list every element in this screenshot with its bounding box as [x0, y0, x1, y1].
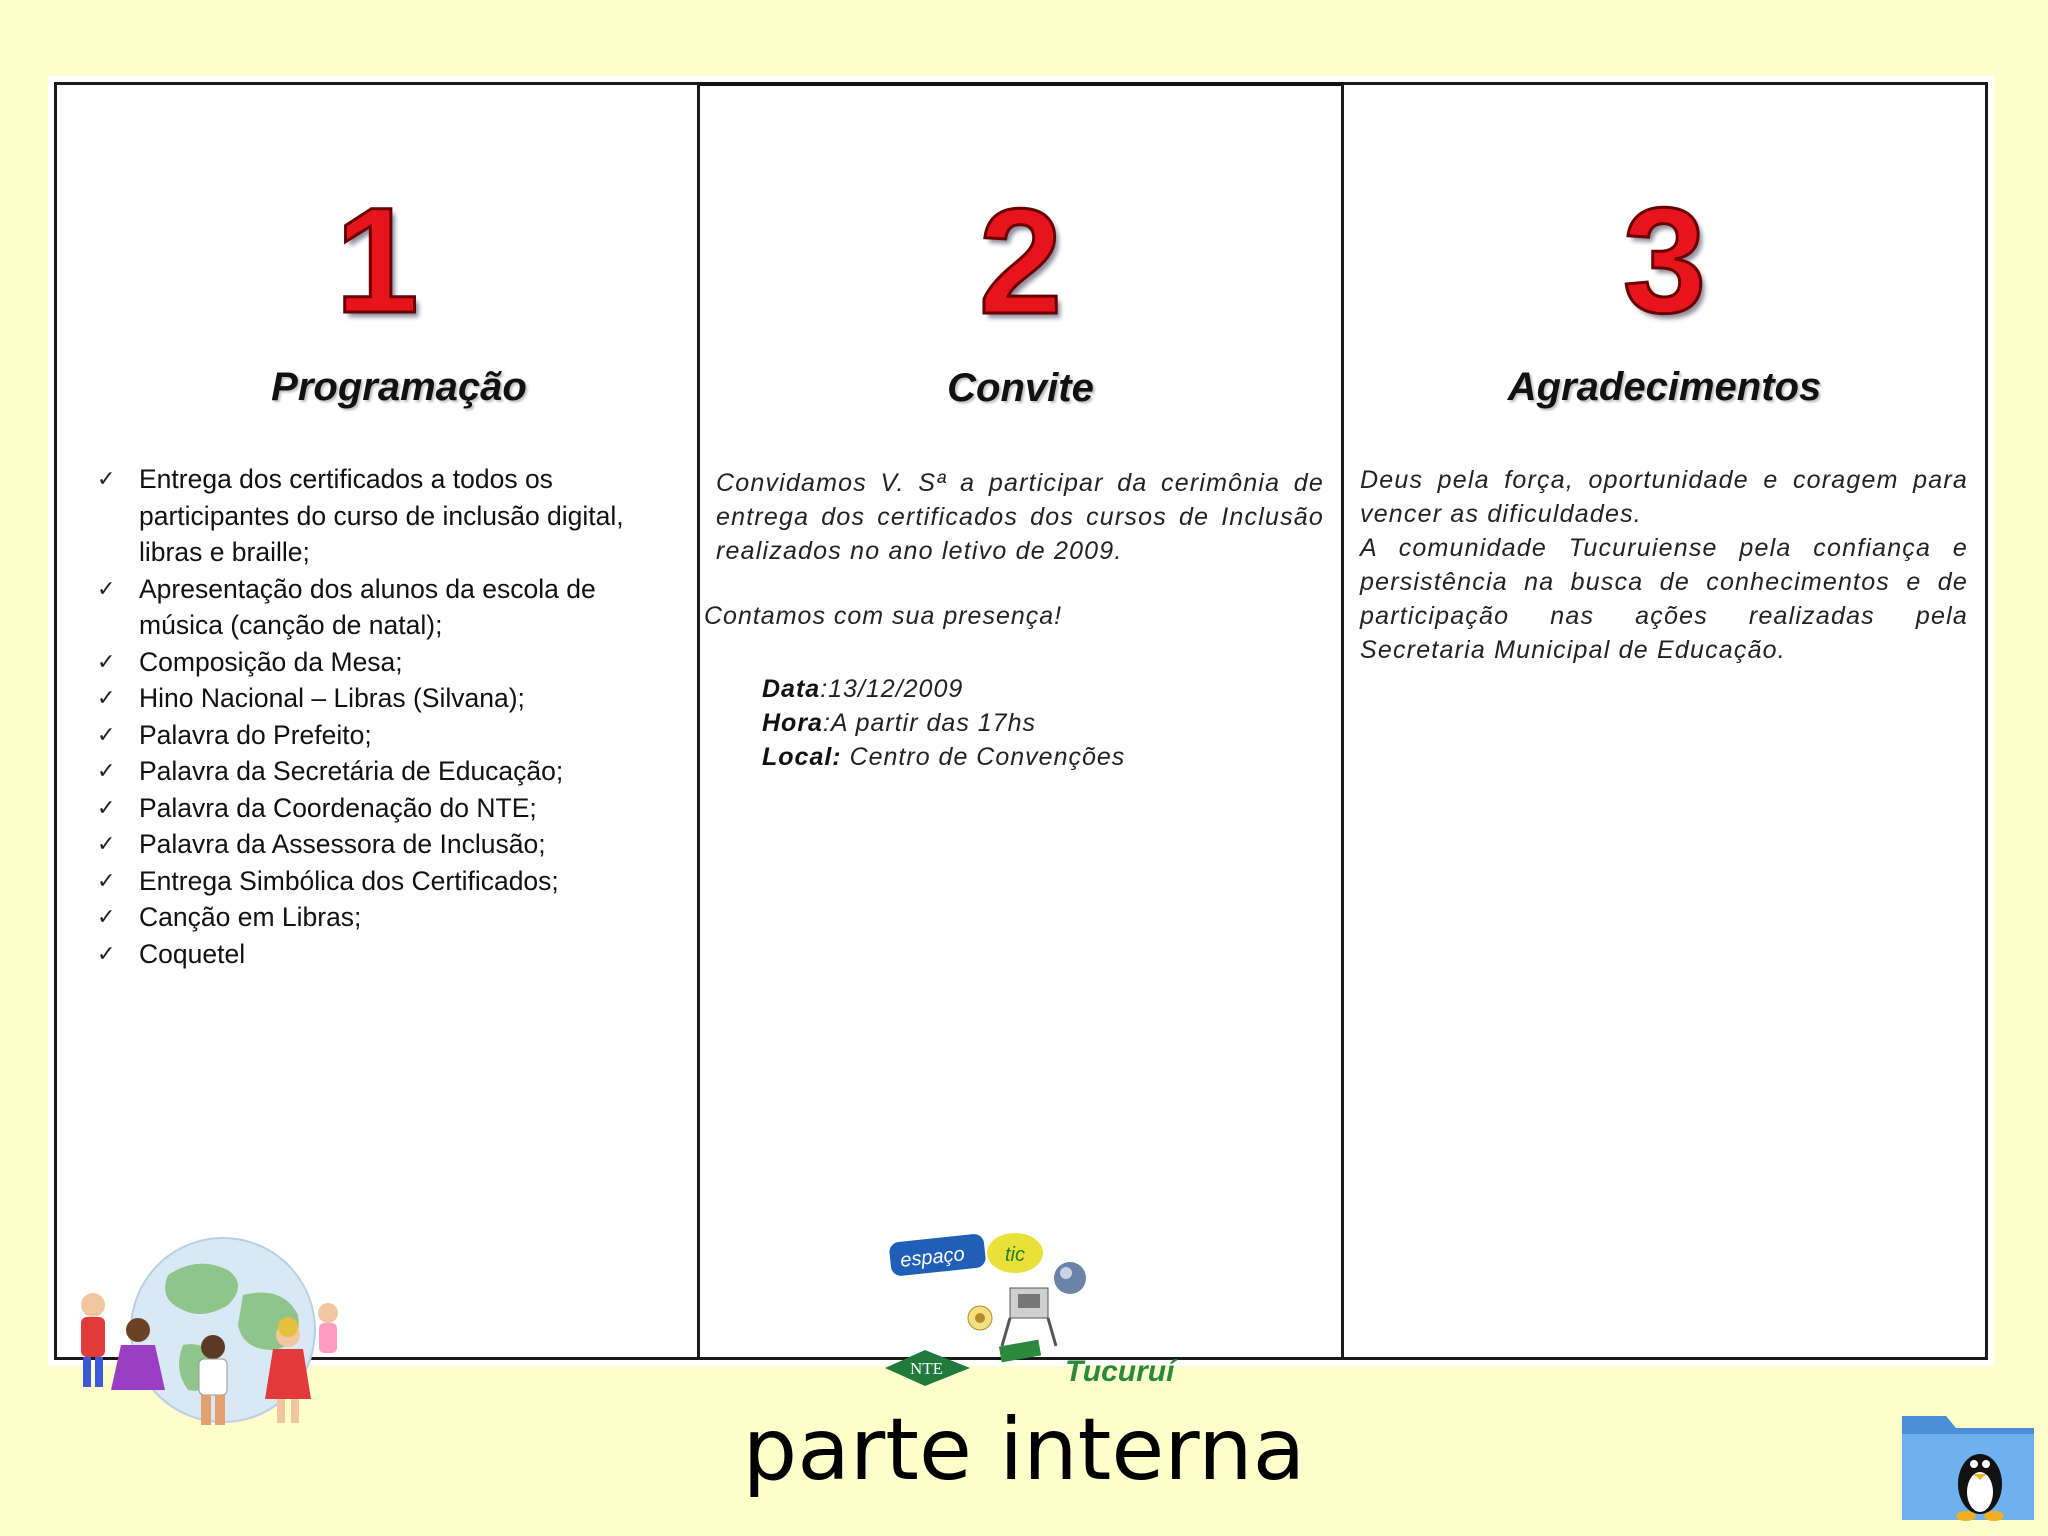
heading-agradecimentos: Agradecimentos [1507, 365, 1822, 409]
panel-number-2: 2 [978, 177, 1063, 345]
list-item [97, 863, 677, 900]
date-line [762, 672, 1125, 706]
list-item [97, 753, 677, 790]
list-item-text: Entrega Simbólica dos Certificados; [139, 865, 559, 896]
checkmark-icon: ✓ [97, 685, 116, 710]
place-label: Local: [762, 743, 842, 771]
list-item [97, 461, 677, 571]
checkmark-icon: ✓ [97, 648, 116, 674]
checkmark-icon: ✓ [97, 721, 116, 747]
list-item-text: Palavra da Coordenação do NTE; [139, 792, 537, 823]
logo-nte-text: NTE [910, 1359, 944, 1378]
closing-text: Contamos com sua presença! [704, 602, 1063, 630]
heading-programacao: Programação [271, 365, 527, 409]
list-item-text: Entrega dos certificados a todos os participantes do curso de inclusão digital, libras e braille; [139, 464, 624, 567]
date-label: Data [762, 675, 821, 703]
heading-convite: Convite [947, 366, 1094, 410]
list-item-text: Palavra do Prefeito; [139, 719, 372, 750]
thanks-paragraph-2: A comunidade Tucuruiense pela confiança e persistência na busca de conhecimentos e de participação nas ações realizadas pela Secretaria Municipal de Educação. [1360, 534, 1968, 664]
time-line [762, 706, 1125, 740]
checkmark-icon: ✓ [97, 831, 116, 856]
checkmark-icon: ✓ [97, 904, 116, 929]
slide-caption: parte interna [742, 1400, 1306, 1500]
checkmark-icon: ✓ [97, 867, 116, 893]
place-line [762, 740, 1125, 774]
logo-espaco-text: espaço [899, 1243, 966, 1272]
panel-agradecimentos [1344, 82, 1988, 1360]
list-item [97, 936, 677, 973]
checkmark-icon: ✓ [97, 794, 116, 820]
place-value: Centro de Convenções [841, 743, 1126, 771]
logo-city-text: Tucuruí [1065, 1355, 1175, 1388]
list-item [97, 680, 677, 717]
date-value: :13/12/2009 [820, 675, 964, 703]
panel-number-1: 1 [335, 176, 419, 344]
panel-number-3: 3 [1622, 176, 1707, 344]
checkmark-icon: ✓ [97, 466, 116, 491]
list-item-text: Canção em Libras; [139, 902, 362, 932]
linux-folder-icon[interactable] [1896, 1388, 2042, 1528]
invitation-text: Convidamos V. Sª a participar da cerimônia de entrega dos certificados dos cursos de Inclusão realizados no ano letivo de 2009. [716, 469, 1324, 565]
nte-tucurui-logo [880, 1218, 1200, 1408]
list-item-text: Palavra da Assessora de Inclusão; [139, 829, 546, 859]
checkmark-icon: ✓ [97, 758, 116, 783]
panel-convite [700, 82, 1344, 1388]
brochure-sheet [48, 76, 1994, 1388]
list-item-text: Composição da Mesa; [139, 646, 403, 677]
checkmark-icon: ✓ [97, 940, 116, 966]
thanks-paragraph-1: Deus pela força, oportunidade e coragem para vencer as dificuldades. [1360, 466, 1968, 528]
list-item-text: Hino Nacional – Libras (Silvana); [139, 683, 525, 713]
list-item [97, 717, 677, 754]
list-item [97, 826, 677, 863]
list-item [97, 899, 677, 936]
list-item [97, 571, 677, 644]
time-value: :A partir das 17hs [822, 709, 1036, 737]
logo-tic-text: tic [1005, 1244, 1025, 1266]
thanks-text [1360, 463, 1968, 667]
list-item [97, 644, 677, 681]
checkmark-icon: ✓ [97, 575, 116, 601]
time-label: Hora [762, 709, 823, 737]
program-list [97, 461, 677, 972]
list-item-text: Palavra da Secretária de Educação; [139, 756, 564, 786]
panel-programacao [54, 82, 700, 1360]
event-details [762, 672, 1125, 774]
list-item-text: Apresentação dos alunos da escola de música (canção de natal); [139, 573, 596, 640]
list-item [97, 790, 677, 827]
list-item-text: Coquetel [139, 938, 246, 969]
